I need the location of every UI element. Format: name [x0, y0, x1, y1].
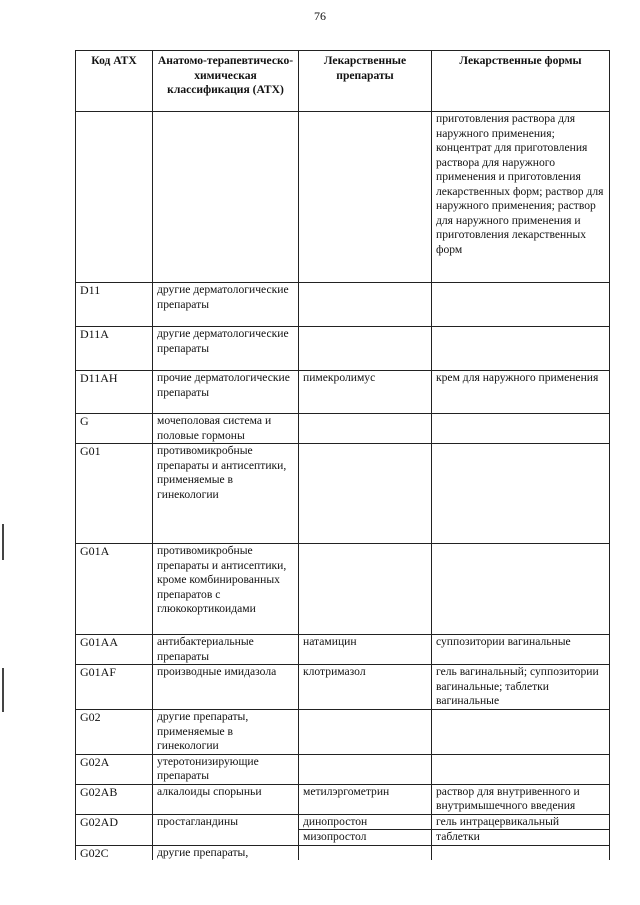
cell-classification: мочеполовая система и половые гормоны [153, 414, 299, 444]
cell-drug: динопростон [299, 814, 432, 830]
cell-code [76, 112, 153, 283]
table-row [76, 710, 610, 755]
cell-drug: клотримазол [299, 665, 432, 710]
cell-classification: прочие дерматологические препараты [153, 371, 299, 414]
table-row [76, 784, 610, 814]
cell-code: D11 [76, 283, 153, 327]
table-row [76, 814, 610, 830]
cell-form [432, 283, 610, 327]
header-drugs: Лекарственные препараты [299, 51, 432, 112]
header-code: Код АТХ [76, 51, 153, 112]
cell-drug [299, 845, 432, 860]
cell-drug [299, 544, 432, 635]
cell-code: G01AA [76, 635, 153, 665]
cell-code: G02AD [76, 814, 153, 845]
cell-form: гель вагинальный; суппозитории вагинальные; таблетки вагинальные [432, 665, 610, 710]
cell-drug [299, 112, 432, 283]
cell-code: G01AF [76, 665, 153, 710]
scan-edge-mark [2, 524, 4, 560]
cell-code: G [76, 414, 153, 444]
cell-drug [299, 327, 432, 371]
table-row [76, 544, 610, 635]
cell-form [432, 444, 610, 544]
cell-drug: мизопростол [299, 830, 432, 846]
table-header-row [76, 51, 610, 112]
cell-form [432, 544, 610, 635]
table-row [76, 754, 610, 784]
cell-drug [299, 754, 432, 784]
cell-code: G01 [76, 444, 153, 544]
table-row [76, 371, 610, 414]
table-row [76, 112, 610, 283]
cell-form [432, 414, 610, 444]
cell-classification: простагландины [153, 814, 299, 845]
cell-code: G02C [76, 845, 153, 860]
cell-form [432, 327, 610, 371]
cell-code: G01A [76, 544, 153, 635]
cell-code: D11AH [76, 371, 153, 414]
cell-form [432, 845, 610, 860]
cell-drug [299, 283, 432, 327]
cell-code: G02 [76, 710, 153, 755]
cell-classification: противомикробные препараты и антисептики, применяемые в гинекологии [153, 444, 299, 544]
cell-classification: другие препараты, применяемые в гинекологии [153, 710, 299, 755]
cell-classification [153, 112, 299, 283]
cell-drug [299, 710, 432, 755]
cell-classification: противомикробные препараты и антисептики, кроме комбинированных препаратов с глюкокортикоидами [153, 544, 299, 635]
cell-classification: утеротонизирующие препараты [153, 754, 299, 784]
cell-drug: натамицин [299, 635, 432, 665]
cell-form: гель интрацервикальный [432, 814, 610, 830]
header-forms: Лекарственные формы [432, 51, 610, 112]
cell-drug: пимекролимус [299, 371, 432, 414]
cell-classification: алкалоиды спорыньи [153, 784, 299, 814]
cell-code: G02A [76, 754, 153, 784]
table-row [76, 283, 610, 327]
cell-classification: антибактериальные препараты [153, 635, 299, 665]
cell-form [432, 754, 610, 784]
page-number: 76 [314, 9, 326, 23]
cell-code: G02AB [76, 784, 153, 814]
table-row [76, 414, 610, 444]
cell-drug: метилэргометрин [299, 784, 432, 814]
table-row [76, 845, 610, 860]
atx-drug-table [75, 50, 610, 860]
cell-drug [299, 444, 432, 544]
header-classification: Анатомо-терапевтическо-химическая классификация (АТХ) [153, 51, 299, 112]
cell-form: таблетки [432, 830, 610, 846]
cell-drug [299, 414, 432, 444]
cell-classification: другие препараты, [153, 845, 299, 860]
cell-classification: производные имидазола [153, 665, 299, 710]
cell-form: суппозитории вагинальные [432, 635, 610, 665]
table-row [76, 635, 610, 665]
table-row [76, 665, 610, 710]
scan-edge-mark [2, 668, 4, 712]
cell-form: раствор для внутривенного и внутримышечного введения [432, 784, 610, 814]
cell-form: крем для наружного применения [432, 371, 610, 414]
cell-classification: другие дерматологические препараты [153, 283, 299, 327]
cell-form [432, 710, 610, 755]
cell-code: D11A [76, 327, 153, 371]
cell-classification: другие дерматологические препараты [153, 327, 299, 371]
table-row [76, 444, 610, 544]
table-row [76, 327, 610, 371]
cell-form: приготовления раствора для наружного применения; концентрат для приготовления раствора для наружного применения и приготовления лекарственных форм; раствор для наружного применения; раствор для наружного применения и приготовления лекарственных форм [432, 112, 610, 283]
